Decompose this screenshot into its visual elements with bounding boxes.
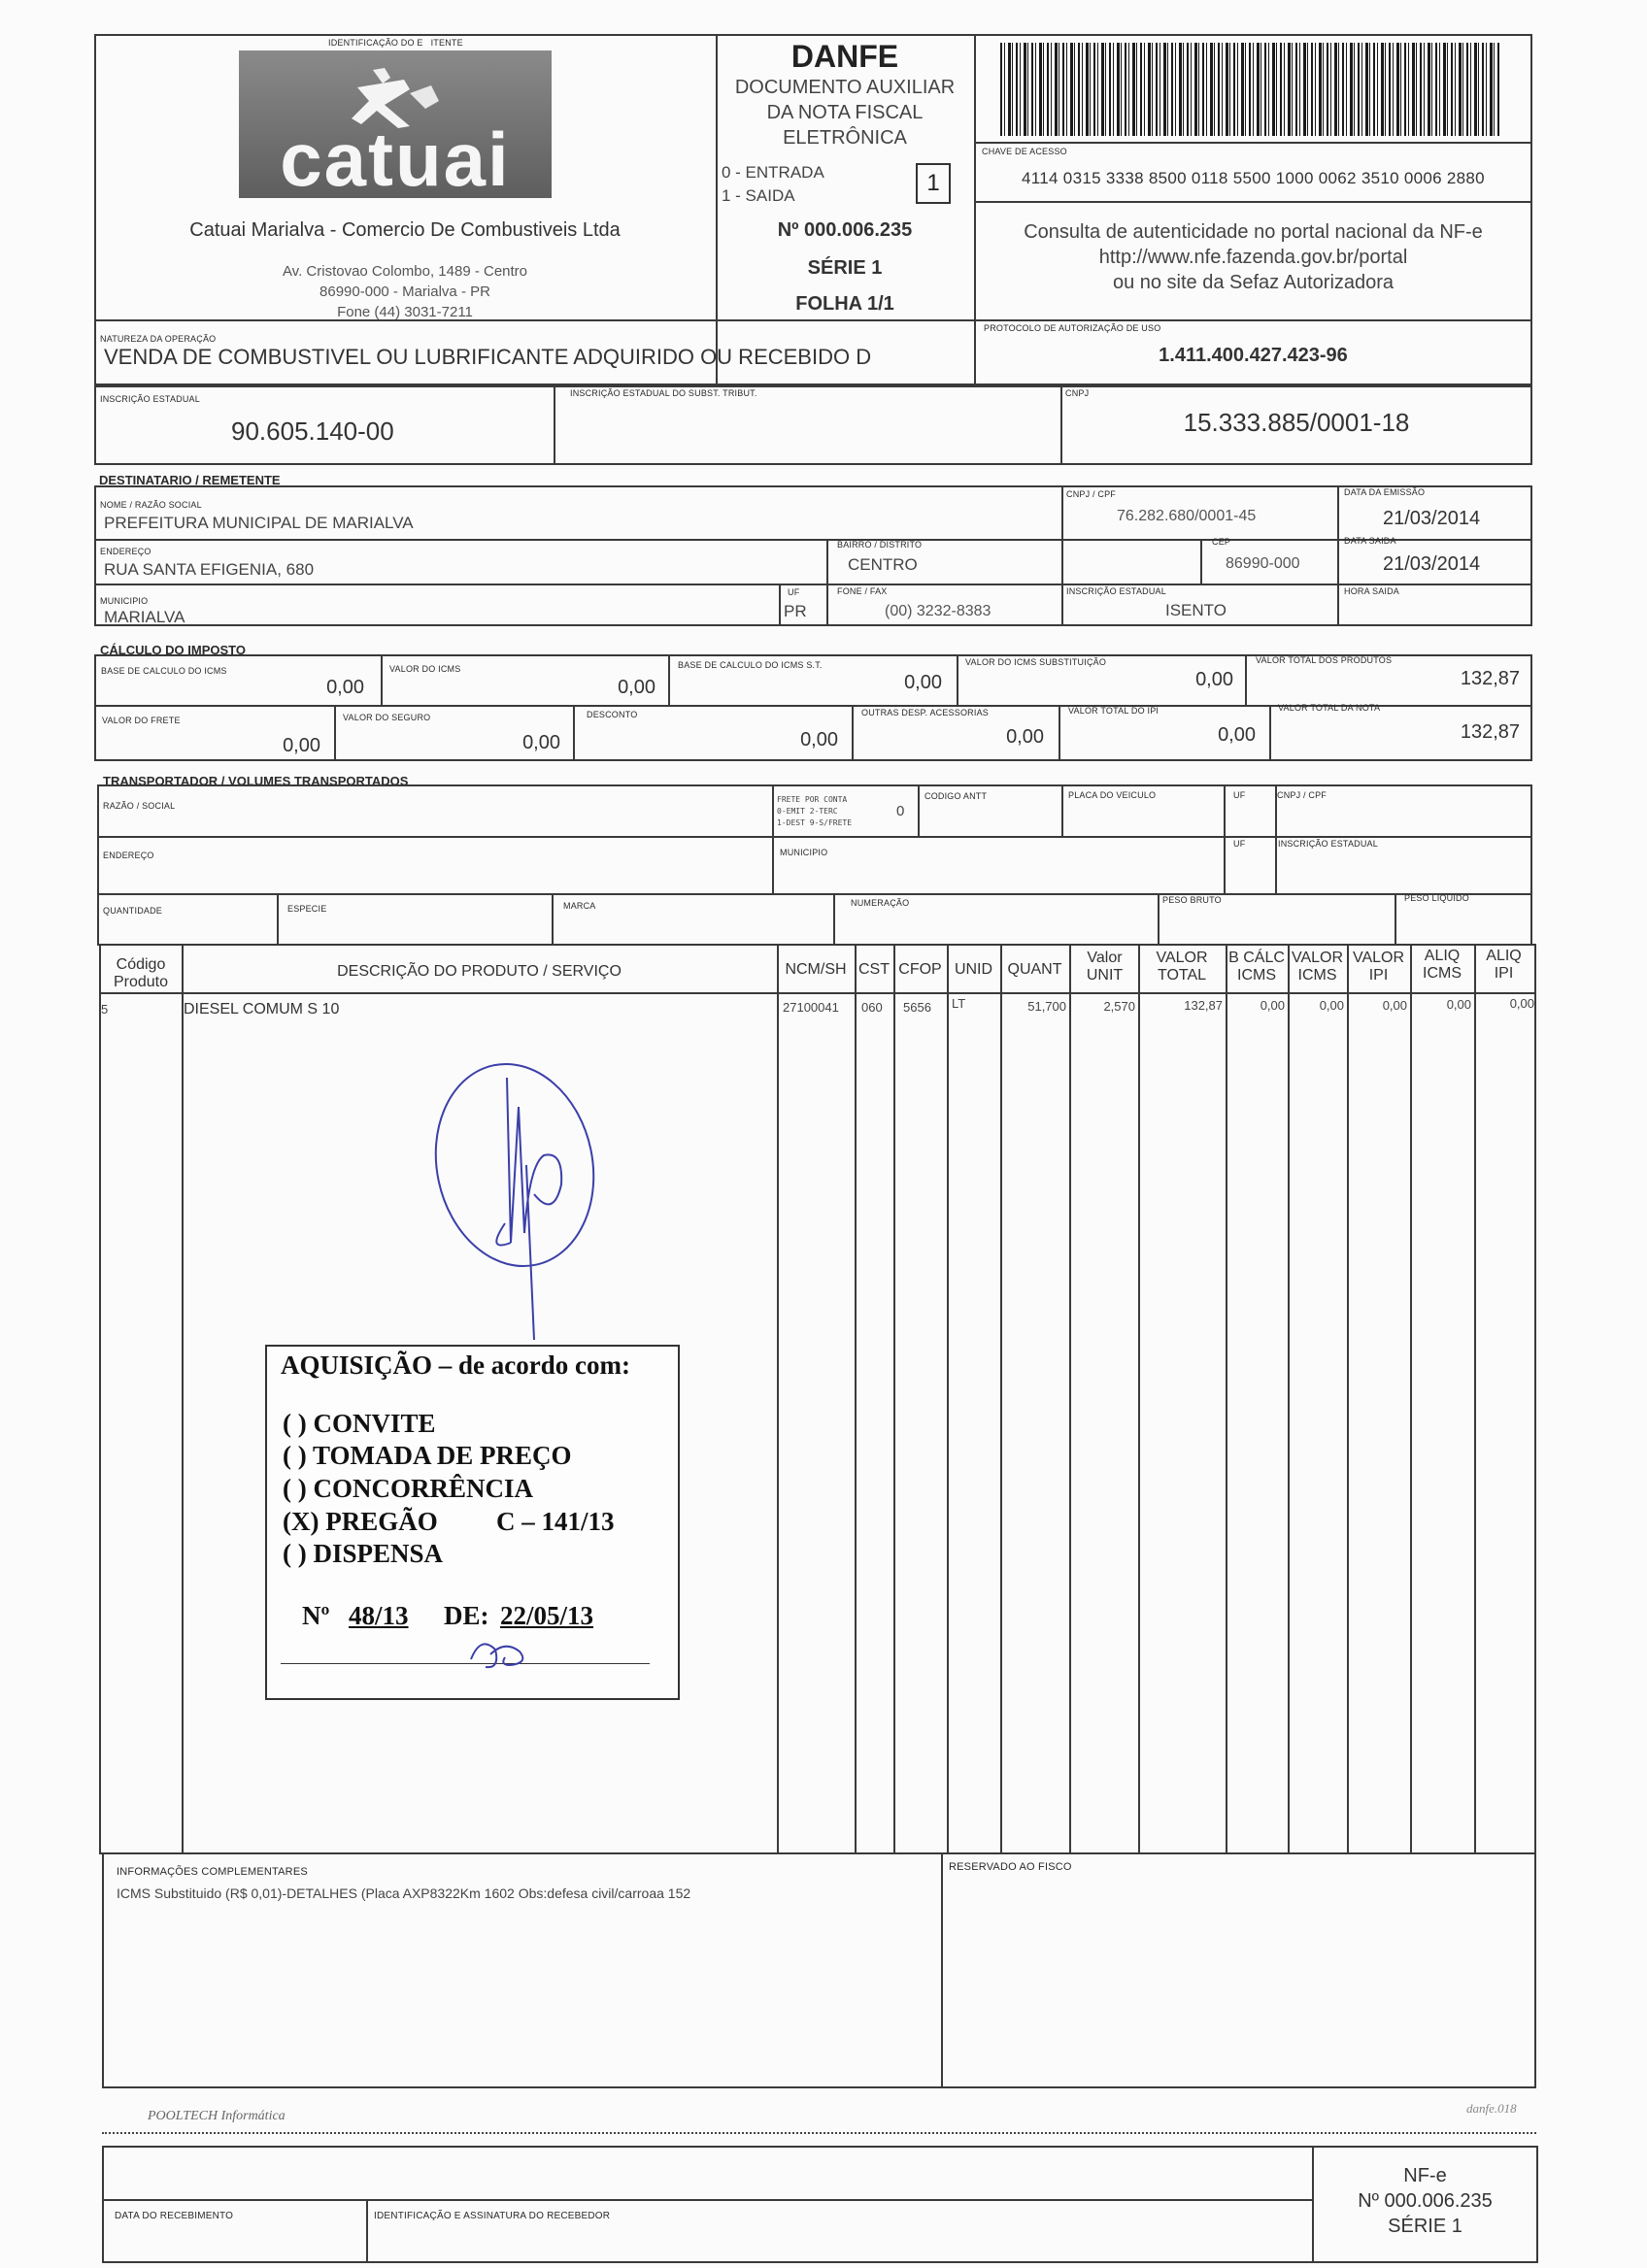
row-codigo: 5	[101, 1002, 109, 1017]
dest-hora-label: HORA SAIDA	[1344, 586, 1400, 596]
stamp-pregao: (X) PREGÃO	[283, 1507, 438, 1536]
transp-cnpj-label: CNPJ / CPF	[1277, 790, 1328, 800]
outras-label: OUTRAS DESP. ACESSORIAS	[861, 708, 989, 717]
th-aliqicms: ALIQ ICMS	[1423, 948, 1462, 982]
transp-v-marca	[552, 893, 554, 946]
col-div-vicms	[1288, 944, 1290, 1854]
th-vunit: Valor UNIT	[1086, 950, 1124, 984]
protocolo-label: PROTOCOLO DE AUTORIZAÇÃO DE USO	[984, 323, 1161, 333]
header-line-chave-top	[974, 142, 1532, 144]
imp-v8	[1059, 705, 1060, 761]
imp-v4	[1245, 654, 1247, 705]
th-bcicms: B CÁLC ICMS	[1228, 950, 1285, 984]
catuai-logo	[239, 50, 552, 202]
frete: 0,00	[283, 735, 320, 756]
transp-v-uf	[1224, 784, 1226, 893]
entrada-option: 0 - ENTRADA	[722, 163, 824, 182]
fisco-label: RESERVADO AO FISCO	[949, 1861, 1072, 1873]
placa-label: PLACA DO VEICULO	[1068, 790, 1157, 800]
produtos-header-line	[99, 992, 1536, 994]
dest-saida: 21/03/2014	[1383, 553, 1481, 575]
row-vunit: 2,570	[1103, 999, 1135, 1014]
transp-line-1	[97, 836, 1532, 838]
dest-nome-label: NOME / RAZÃO SOCIAL	[100, 500, 202, 510]
th-cfop: CFOP	[898, 961, 942, 978]
imp-v7	[852, 705, 854, 761]
cnpj-value: 15.333.885/0001-18	[1183, 408, 1410, 437]
row-bcicms: 0,00	[1260, 998, 1285, 1013]
danfe-tag: danfe.018	[1466, 2101, 1517, 2116]
stamp-pregao-ref: C – 141/13	[496, 1507, 615, 1536]
complementares-text: ICMS Substituido (R$ 0,01)-DETALHES (Placa AXP8322Km 1602 Obs:defesa civil/carroaa 152	[117, 1885, 691, 1901]
ie-st-label: INSCRIÇÃO ESTADUAL DO SUBST. TRIBUT.	[570, 388, 757, 398]
bc-st-label: BASE DE CALCULO DO ICMS S.T.	[678, 660, 823, 670]
dest-uf: PR	[784, 602, 807, 620]
col-div-vunit	[1069, 944, 1071, 1854]
consulta-portal-url: http://www.nfe.fazenda.gov.br/portal	[1098, 247, 1408, 268]
stamp-tomada: ( ) TOMADA DE PREÇO	[283, 1441, 572, 1470]
imp-v1	[381, 654, 383, 705]
col-div-vtotal	[1138, 944, 1140, 1854]
seguro: 0,00	[522, 732, 560, 753]
natureza-label: NATUREZA DA OPERAÇÃO	[100, 334, 217, 344]
danfe-subtitle-3: ELETRÔNICA	[783, 127, 907, 149]
dest-ie-label: INSCRIÇÃO ESTADUAL	[1066, 586, 1166, 596]
row-ncm: 27100041	[783, 1000, 839, 1015]
emitente-address-1: Av. Cristovao Colombo, 1489 - Centro	[282, 263, 528, 280]
nota-label: VALOR TOTAL DA NOTA	[1278, 703, 1381, 713]
dest-cnpj: 76.282.680/0001-45	[1117, 508, 1257, 524]
ipi: 0,00	[1218, 724, 1256, 746]
dest-fone: (00) 3232-8383	[885, 603, 992, 619]
desconto: 0,00	[800, 729, 838, 750]
header-line-chave-bottom	[974, 201, 1532, 203]
stamp-concorrencia: ( ) CONCORRÊNCIA	[283, 1474, 533, 1503]
col-div-aliqipi	[1474, 944, 1476, 1854]
transp-v-especie	[277, 893, 279, 946]
recibo-serie: SÉRIE 1	[1388, 2216, 1462, 2237]
transportador-section-title: TRANSPORTADOR / VOLUMES TRANSPORTADOS	[103, 774, 409, 788]
dest-div-cnpj	[1061, 485, 1063, 626]
row-cfop: 5656	[903, 1000, 931, 1015]
frete-modalidade-value: 0	[896, 803, 905, 819]
danfe-subtitle-1: DOCUMENTO AUXILIAR	[734, 77, 956, 98]
cnpj-label: CNPJ	[1065, 388, 1090, 398]
dest-cep: 86990-000	[1226, 555, 1300, 572]
dest-cep-label: CEP	[1212, 537, 1231, 547]
dest-emissao-label: DATA DA EMISSÃO	[1344, 487, 1426, 497]
ie-divider-1	[554, 385, 555, 465]
dest-saida-label: DATA SAIDA	[1344, 536, 1396, 546]
row-cst: 060	[861, 1000, 883, 1015]
row-quant: 51,700	[1027, 999, 1066, 1014]
stamp-convite: ( ) CONVITE	[283, 1409, 436, 1438]
nfe-serie: SÉRIE 1	[807, 257, 883, 279]
row-descricao: DIESEL COMUM S 10	[184, 1001, 340, 1017]
desconto-label: DESCONTO	[587, 710, 638, 719]
stamp-num: 48/13	[349, 1601, 409, 1630]
col-div-vipi	[1347, 944, 1349, 1854]
col-div-quant	[1000, 944, 1002, 1854]
dest-ie: ISENTO	[1165, 601, 1227, 619]
destinatario-section-title: DESTINATARIO / REMETENTE	[99, 473, 281, 487]
transp-uf2-label: UF	[1233, 839, 1246, 849]
v-nota: 132,87	[1460, 721, 1520, 743]
th-ncm: NCM/SH	[785, 961, 847, 978]
row-vipi: 0,00	[1382, 998, 1407, 1013]
dest-div-bairro	[826, 539, 828, 626]
frete-modalidade-2: 0-EMIT 2-TERC	[777, 807, 838, 816]
stamp-initials	[461, 1630, 539, 1679]
transp-municipio-label: MUNICIPIO	[780, 848, 828, 857]
nfe-numero: Nº 000.006.235	[777, 219, 913, 241]
v-prod-label: VALOR TOTAL DOS PRODUTOS	[1256, 655, 1393, 665]
marca-label: MARCA	[563, 901, 596, 911]
numeracao-label: NUMERAÇÃO	[851, 898, 910, 908]
transp-v-placa	[1061, 784, 1063, 836]
nfe-folha: FOLHA 1/1	[795, 293, 894, 315]
emitente-address-2: 86990-000 - Marialva - PR	[319, 284, 490, 300]
aquisicao-stamp	[265, 1345, 680, 1700]
consulta-line-1: Consulta de autenticidade no portal nacional da NF-e	[1024, 221, 1483, 243]
frete-modalidade-3: 1-DEST 9-S/FRETE	[777, 818, 853, 827]
consulta-line-3: ou no site da Sefaz Autorizadora	[1112, 272, 1395, 293]
assinatura-label: IDENTIFICAÇÃO E ASSINATURA DO RECEBEDOR	[374, 2211, 611, 2221]
seguro-label: VALOR DO SEGURO	[343, 713, 431, 722]
peso-liquido-label: PESO LIQUIDO	[1404, 893, 1469, 903]
dest-endereco-label: ENDEREÇO	[100, 547, 151, 556]
row-vtotal: 132,87	[1184, 998, 1223, 1013]
row-vicms: 0,00	[1319, 998, 1344, 1013]
col-div-unid	[947, 944, 949, 1854]
chave-barcode	[1000, 43, 1499, 136]
transp-uf-label: UF	[1233, 790, 1246, 800]
th-vtotal: VALOR TOTAL	[1156, 950, 1208, 984]
dest-div-cep	[1200, 539, 1202, 584]
cut-line	[102, 2132, 1536, 2134]
dest-endereco: RUA SANTA EFIGENIA, 680	[104, 560, 315, 579]
ie-label: INSCRIÇÃO ESTADUAL	[100, 394, 200, 404]
dest-bairro: CENTRO	[848, 555, 918, 574]
col-div-aliqicms	[1410, 944, 1412, 1854]
transp-razao-label: RAZÃO / SOCIAL	[103, 801, 176, 811]
transp-v-bruto	[1158, 893, 1160, 946]
emitente-name: Catuai Marialva - Comercio De Combustiveis Ltda	[189, 219, 621, 241]
transp-v-num	[833, 893, 835, 946]
recibo-numero: Nº 000.006.235	[1358, 2190, 1493, 2212]
th-cst: CST	[858, 961, 890, 978]
row-unid: LT	[952, 996, 966, 1011]
col-div-bcicms	[1226, 944, 1227, 1854]
th-unid: UNID	[954, 961, 993, 978]
saida-option: 1 - SAIDA	[722, 186, 795, 205]
dest-uf-label: UF	[788, 587, 800, 597]
imposto-section-title: CÁLCULO DO IMPOSTO	[100, 643, 246, 657]
stamp-dispensa: ( ) DISPENSA	[283, 1539, 444, 1568]
dest-bairro-label: BAIRRO / DISTRITO	[837, 540, 923, 550]
dest-municipio: MARIALVA	[104, 608, 185, 626]
especie-label: ESPECIE	[287, 904, 327, 914]
stamp-title: AQUISIÇÃO – de acordo com:	[281, 1351, 630, 1380]
handwritten-signature	[418, 1049, 631, 1340]
dest-municipio-label: MUNICIPIO	[100, 596, 149, 606]
complementares-label: INFORMAÇÕES COMPLEMENTARES	[117, 1866, 308, 1878]
ie-value: 90.605.140-00	[231, 417, 394, 446]
danfe-title: DANFE	[790, 39, 899, 74]
transp-v-antt	[918, 784, 920, 836]
col-div-ncm	[777, 944, 779, 1854]
imp-v6	[573, 705, 575, 761]
data-recebimento-label: DATA DO RECEBIMENTO	[115, 2211, 234, 2221]
imp-v5	[334, 705, 336, 761]
natureza-operacao: VENDA DE COMBUSTIVEL OU LUBRIFICANTE ADQUIRIDO OU RECEBIDO D	[104, 345, 872, 369]
col-div-desc	[182, 944, 184, 1854]
th-codigo: Código Produto	[113, 956, 169, 990]
destinatario-frame	[94, 485, 1532, 626]
v-icms: 0,00	[618, 677, 655, 698]
transp-v-frete	[772, 784, 774, 893]
outras: 0,00	[1006, 726, 1044, 748]
dest-line-2	[94, 584, 1532, 585]
logo-text: catuai	[280, 117, 511, 202]
row-aliqipi: 0,00	[1509, 996, 1534, 1011]
dest-cnpj-label: CNPJ / CPF	[1066, 489, 1117, 499]
peso-bruto-label: PESO BRUTO	[1162, 895, 1222, 905]
tipo-box: 1	[916, 163, 951, 204]
bc-st: 0,00	[904, 672, 942, 693]
dest-line-1	[94, 539, 1532, 541]
bc-icms: 0,00	[326, 677, 364, 698]
v-icms-label: VALOR DO ICMS	[389, 664, 461, 674]
th-vicms: VALOR ICMS	[1291, 950, 1344, 984]
imp-v3	[957, 654, 958, 705]
dest-div-uf	[779, 584, 781, 626]
th-descricao: DESCRIÇÃO DO PRODUTO / SERVIÇO	[337, 963, 622, 980]
transp-line-2	[97, 893, 1532, 895]
imp-v9	[1269, 705, 1271, 761]
quantidade-label: QUANTIDADE	[103, 906, 163, 916]
stamp-num-label: Nº	[302, 1601, 330, 1630]
transp-v-liq	[1395, 893, 1396, 946]
v-st: 0,00	[1195, 669, 1233, 690]
dest-div-data	[1337, 485, 1339, 626]
col-div-cst	[855, 944, 857, 1854]
stamp-date: 22/05/13	[500, 1601, 594, 1630]
complementares-divider	[941, 1852, 943, 2088]
ipi-label: VALOR TOTAL DO IPI	[1068, 706, 1160, 716]
software-credit: POOLTECH Informática	[148, 2109, 286, 2123]
chave-acesso: 4114 0315 3338 8500 0118 5500 1000 0062 3510 0006 2880	[1022, 169, 1485, 187]
bc-icms-label: BASE DE CALCULO DO ICMS	[101, 666, 227, 676]
transp-v-cnpj	[1275, 784, 1277, 893]
v-st-label: VALOR DO ICMS SUBSTITUIÇÃO	[965, 657, 1107, 667]
frete-modalidade-1: FRETE POR CONTA	[777, 795, 848, 804]
col-div-cfop	[893, 944, 895, 1854]
recibo-line	[102, 2199, 1312, 2201]
v-prod: 132,87	[1460, 668, 1520, 689]
th-aliqipi: ALIQ IPI	[1486, 948, 1522, 982]
frete-label: VALOR DO FRETE	[102, 716, 181, 725]
emitente-phone: Fone (44) 3031-7211	[337, 304, 473, 320]
dest-fone-label: FONE / FAX	[837, 586, 888, 596]
chave-label: CHAVE DE ACESSO	[982, 147, 1067, 156]
row-aliqicms: 0,00	[1446, 997, 1471, 1012]
transp-ie-label: INSCRIÇÃO ESTADUAL	[1278, 839, 1378, 849]
imp-v2	[668, 654, 670, 705]
dest-emissao: 21/03/2014	[1383, 508, 1481, 529]
recibo-nfe: NF-e	[1403, 2165, 1447, 2186]
th-quant: QUANT	[1007, 961, 1062, 978]
danfe-subtitle-2: DA NOTA FISCAL	[766, 102, 924, 123]
antt-label: CODIGO ANTT	[924, 791, 988, 801]
stamp-de-label: DE:	[444, 1601, 489, 1630]
protocolo-value: 1.411.400.427.423-96	[1159, 345, 1348, 366]
dest-nome: PREFEITURA MUNICIPAL DE MARIALVA	[104, 514, 414, 532]
emitente-label: IDENTIFICAÇÃO DO E ITENTE	[328, 38, 463, 48]
recibo-divider-1	[366, 2199, 368, 2263]
th-vipi: VALOR IPI	[1352, 950, 1405, 984]
transp-endereco-label: ENDEREÇO	[103, 850, 154, 860]
